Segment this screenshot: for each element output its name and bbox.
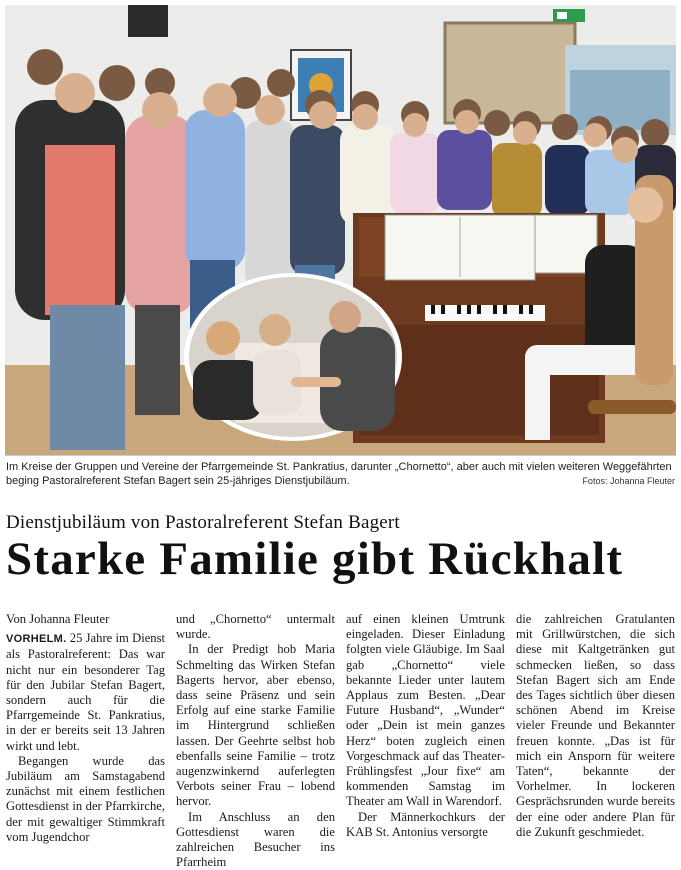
- paragraph: die zahlreichen Gratulanten mit Grillwürstchen, die sich diese mit Kaltgetränken gut schmecken ließen, so dass Stefan Bagert sich am Ende des Tages sichtlich über diesen schönen Abend im Kreise vieler Freunde und Bekannter freuen konnte. „Das ist für mich ein Ansporn für weitere Taten“, bekannte der Vorhelmer. In lockeren Gesprächsrunden wurde bereits der eine oder andere Plan für die Zukunft geschmiedet.: [516, 612, 675, 839]
- paragraph: Im Anschluss an den Gottesdienst waren die zahlreichen Besucher ins Pfarrheim: [176, 809, 335, 870]
- article-column-1: [6, 612, 165, 845]
- paragraph: Begangen wurde das Jubiläum am Samstagabend zunächst mit einem festlichen Gottesdienst in der Pfarrkirche, der mit gewaltiger Stimmkraft vom Jugendchor: [6, 753, 165, 844]
- article-kicker: Dienstjubiläum von Pastoralreferent Stefan Bagert: [6, 512, 400, 533]
- photo-credit: Fotos: Johanna Fleuter: [582, 476, 675, 486]
- main-photo: [5, 5, 676, 456]
- photo-caption: Im Kreise der Gruppen und Vereine der Pfarrgemeinde St. Pankratius, darunter „Chornetto“, aber auch mit vielen weiteren Weggefährten beging Pastoralreferent Stefan Bagert sein 25-jähriges Dienstjubiläum.: [6, 461, 672, 487]
- dateline: VORHELM.: [6, 633, 67, 646]
- inset-photo: [184, 273, 402, 441]
- article-column-2: [176, 612, 335, 870]
- paragraph-text: 25 Jahre im Dienst als Pastoralreferent: Das war nicht nur ein besonderer Tag für den Jubilar Stefan Bagert, sondern auch für die Pfarrgemeinde St. Pankratius, in der er bereits seit 13 Jahren wirkt und lebt.: [6, 631, 165, 753]
- exit-sign-icon: [553, 9, 585, 22]
- byline: Von Johanna Fleuter: [6, 612, 110, 626]
- article-headline: Starke Familie gibt Rückhalt: [6, 533, 624, 585]
- paragraph: auf einen kleinen Umtrunk eingeladen. Dieser Einladung folgten viele Gläubige. Im Saal gab „Chornetto“ viele bekannte Lieder unter lautem Applaus zum Besten. „Dear Future Husband“, „Wunder“ oder „Dein ist mein ganzes Herz“ boten zugleich einen Vorgeschmack auf das Theater-Frühlingsfest „Jour fixe“ am kommenden Samstag im Theater am Wall in Warendorf.: [346, 612, 505, 809]
- paragraph: In der Predigt hob Maria Schmelting das Wirken Stefan Bagerts hervor, aber ebenso, dass seine Präsenz und sein Erfolg auf eine starke Familie im Hintergrund schließen lassen. Der Geehrte selbst hob ebenfalls seine Familie – trotz augenzwinkernd auferlegten Verbots seiner Frau – lobend hervor.: [176, 642, 335, 809]
- paragraph: und „Chornetto“ untermalt wurde.: [176, 612, 335, 642]
- choir-photo: [5, 5, 676, 455]
- article-column-4: [516, 612, 675, 840]
- paragraph: Der Männerkochkurs der KAB St. Antonius versorgte: [346, 809, 505, 839]
- paragraph: [6, 631, 165, 754]
- article-body: [6, 612, 675, 870]
- article-column-3: [346, 612, 505, 840]
